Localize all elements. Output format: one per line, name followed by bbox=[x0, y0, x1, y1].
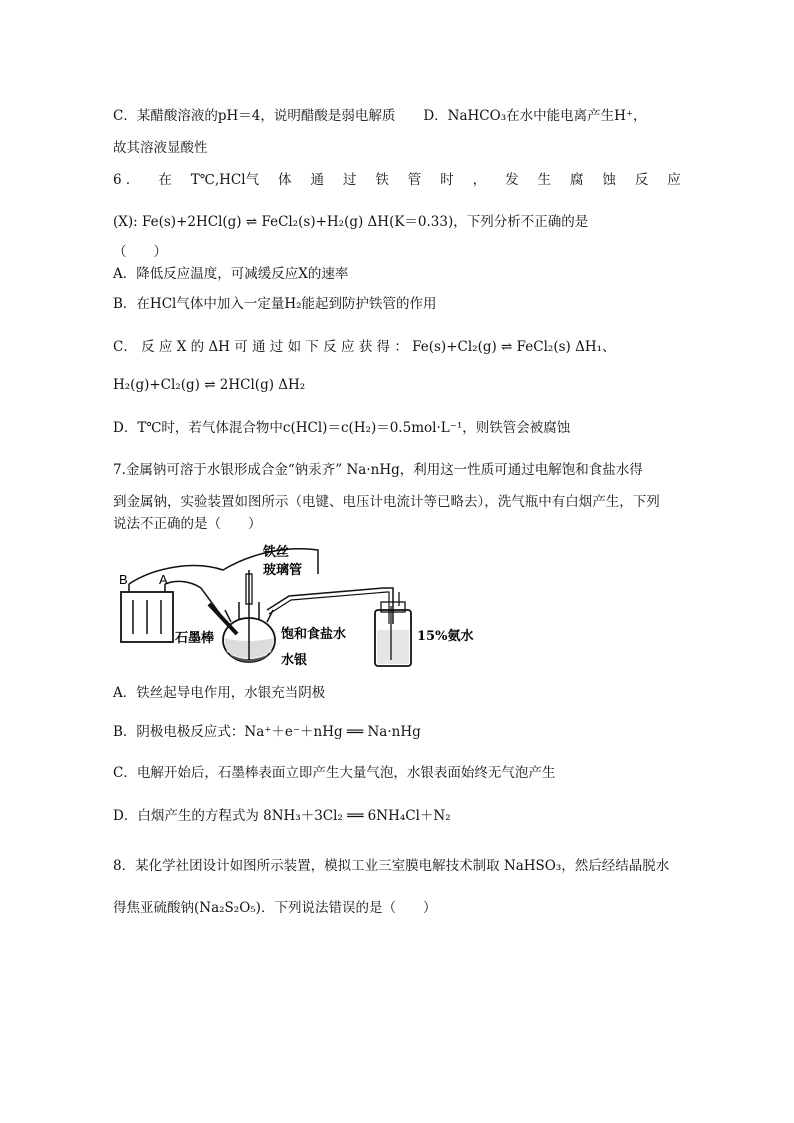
q6-stem-word: 反 bbox=[634, 172, 649, 188]
q6-option-a: A．降低反应温度，可减缓反应X的速率 bbox=[113, 266, 349, 282]
q6-number: 6 ． bbox=[113, 172, 140, 188]
q6-stem-word: 时 bbox=[440, 172, 454, 188]
q5-option-d: D．NaHCO₃在水中能电离产生H⁺， bbox=[423, 108, 647, 124]
q7-option-c: C．电解开始后，石墨棒表面立即产生大量气泡，水银表面始终无气泡产生 bbox=[113, 765, 556, 781]
q7-stem: 7.金属钠可溶于水银形成合金“钠汞齐” Na·nHg，利用这一性质可通过电解饱和食盐水得 bbox=[113, 462, 643, 478]
q6-stem-word: 生 bbox=[537, 172, 552, 188]
q6-stem-word: 体 bbox=[278, 172, 292, 188]
q5-option-d-cont: 故其溶液显酸性 bbox=[113, 140, 208, 156]
graphite-rod bbox=[209, 604, 237, 634]
q6-stem-word: 腐 bbox=[569, 172, 584, 188]
q6-option-c: C． 反 应 X 的 ΔH 可 通 过 如 下 反 应 获 得 ： Fe(s)+Cl₂(g) ⇌ FeCl₂(s) ΔH₁、 bbox=[113, 339, 616, 355]
q8-stem: 8．某化学社团设计如图所示装置，模拟工业三室膜电解技术制取 NaHSO₃，然后经结晶脱水 bbox=[113, 858, 670, 874]
q8-stem-cont: 得焦亚硫酸钠(Na₂S₂O₅)．下列说法错误的是（ ） bbox=[113, 900, 437, 916]
q6-stem-word: 蚀 bbox=[602, 172, 616, 188]
q7-option-a: A．铁丝起导电作用，水银充当阴极 bbox=[113, 685, 326, 701]
q6-option-c-cont: H₂(g)+Cl₂(g) ⇌ 2HCl(g) ΔH₂ bbox=[113, 377, 306, 393]
q6-stem-word: 在 bbox=[158, 172, 172, 188]
q7-option-b: B．阴极电极反应式：Na⁺＋e⁻＋nHg ══ Na·nHg bbox=[113, 724, 421, 740]
q6-stem-word: ， bbox=[472, 172, 487, 188]
q6-answer-paren: （ ） bbox=[113, 244, 167, 260]
q6-stem-word: T℃,HCl气 bbox=[190, 172, 260, 188]
q6-stem-word: 铁 bbox=[375, 172, 389, 188]
label-glass-tube: 玻璃管 bbox=[263, 563, 303, 578]
q6-stem bbox=[113, 170, 681, 190]
label-a: A bbox=[159, 572, 168, 587]
q6-option-b: B．在HCl气体中加入一定量H₂能起到防护铁管的作用 bbox=[113, 296, 437, 312]
q6-stem-word: 管 bbox=[407, 172, 422, 188]
label-iron-wire: 铁丝 bbox=[263, 545, 290, 560]
label-brine: 饱和食盐水 bbox=[281, 627, 347, 642]
label-graphite-rod: 石墨棒 bbox=[175, 631, 215, 646]
q6-stem-word: 发 bbox=[505, 172, 519, 188]
label-b: B bbox=[119, 572, 128, 587]
label-mercury: 水银 bbox=[281, 653, 308, 668]
label-ammonia: 15%氨水 bbox=[417, 629, 474, 644]
q6-option-d: D．T℃时，若气体混合物中c(HCl)＝c(H₂)＝0.5mol·L⁻¹，则铁管会被腐蚀 bbox=[113, 420, 571, 436]
q6-stem-word: 通 bbox=[310, 172, 324, 188]
q6-stem-word: 应 bbox=[667, 172, 681, 188]
q6-reaction: (X): Fe(s)+2HCl(g) ⇌ FeCl₂(s)+H₂(g) ΔH(K＝0.33)，下列分析不正确的是 bbox=[113, 214, 589, 230]
electrolysis-apparatus-figure bbox=[113, 540, 533, 670]
q5-options-row bbox=[113, 106, 647, 126]
q7-stem-cont: 到金属钠，实验装置如图所示（电键、电压计电流计等已略去），洗气瓶中有白烟产生，下列 bbox=[113, 494, 660, 510]
q7-stem-cont: 说法不正确的是（ ） bbox=[113, 516, 262, 532]
q6-stem-word: 过 bbox=[342, 172, 357, 188]
q5-option-c: C．某醋酸溶液的pH＝4，说明醋酸是弱电解质 bbox=[113, 108, 396, 124]
ammonia-solution bbox=[377, 630, 409, 664]
q7-option-d: D．白烟产生的方程式为 8NH₃＋3Cl₂ ══ 6NH₄Cl＋N₂ bbox=[113, 808, 451, 824]
